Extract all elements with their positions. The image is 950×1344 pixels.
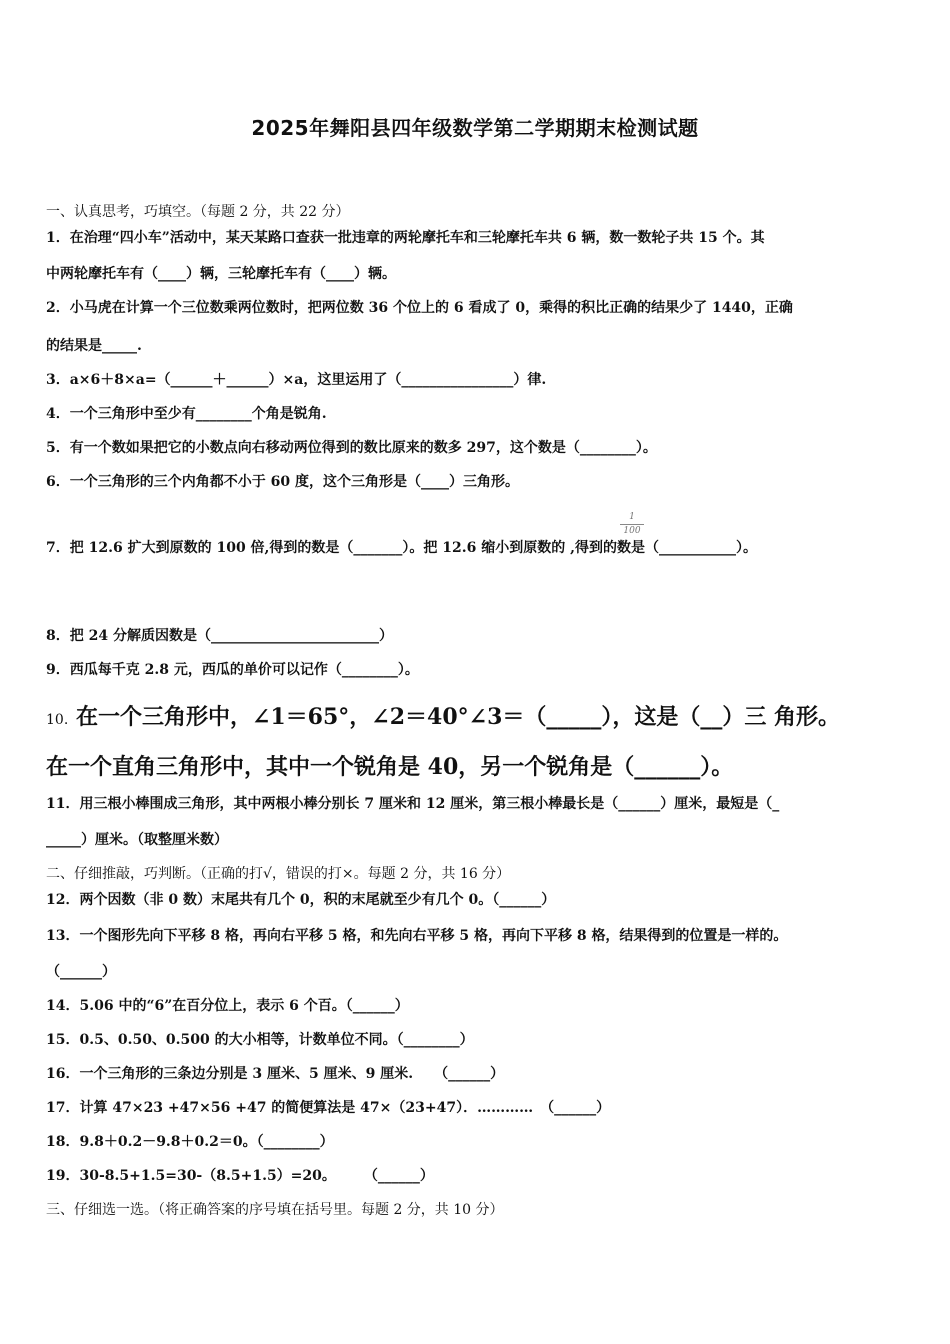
question-18: 18．9.8＋0.2－9.8＋0.2＝0。（________） xyxy=(46,1134,334,1150)
question-19: 19．30-8.5+1.5=30-（8.5+1.5）=20。 （______） xyxy=(46,1168,434,1184)
question-8: 8．把 24 分解质因数是（________________________） xyxy=(46,628,393,644)
section-1-heading: 一、认真思考，巧填空。（每题 2 分，共 22 分） xyxy=(46,204,350,220)
question-6: 6．一个三角形的三个内角都不小于 60 度，这个三角形是（____）三角形。 xyxy=(46,474,519,490)
question-1-line-2: 中两轮摩托车有（____）辆，三轮摩托车有（____）辆。 xyxy=(46,266,396,282)
question-1-line-1: 1．在治理“四小车”活动中，某天某路口查获一批违章的两轮摩托车和三轮摩托车共 6 辆，数一数轮子共 15 个。其 xyxy=(46,230,765,246)
fraction-numerator: 1 xyxy=(629,512,635,522)
page-title: 2025年舞阳县四年级数学第二学期期末检测试题 xyxy=(251,116,699,140)
question-7: 7．把 12.6 扩大到原数的 100 倍,得到的数是（_______）。把 12.6 缩小到原数的 ,得到的数是（___________）。 xyxy=(46,540,758,556)
question-9: 9．西瓜每千克 2.8 元，西瓜的单价可以记作（________）。 xyxy=(46,662,419,678)
question-11-line-1: 11．用三根小棒围成三角形，其中两根小棒分别长 7 厘米和 12 厘米，第三根小棒最长是（______）厘米，最短是（_ xyxy=(46,796,780,812)
question-11-line-2: _____）厘米。（取整厘米数） xyxy=(46,832,228,848)
section-2-heading: 二、仔细推敲，巧判断。（正确的打√，错误的打×。每题 2 分，共 16 分） xyxy=(46,866,511,882)
question-2-line-2: 的结果是_____. xyxy=(46,338,142,354)
question-12: 12．两个因数（非 0 数）末尾共有几个 0，积的末尾就至少有几个 0。（______） xyxy=(46,892,556,908)
question-10-line-2: 在一个直角三角形中，其中一个锐角是 40，另一个锐角是（______）。 xyxy=(46,754,734,780)
fraction-bar xyxy=(620,524,644,525)
question-5: 5．有一个数如果把它的小数点向右移动两位得到的数比原来的数多 297，这个数是（________）。 xyxy=(46,440,657,456)
section-3-heading: 三、仔细选一选。（将正确答案的序号填在括号里。每题 2 分，共 10 分） xyxy=(46,1202,504,1218)
question-3: 3．a×6＋8×a=（______＋______）×a，这里运用了（________________）律. xyxy=(46,372,547,388)
question-10-number: 10. xyxy=(46,712,69,728)
question-10-text: 在一个三角形中，∠1＝65°，∠2＝40°∠3＝（_____），这是（__）三 角形。 xyxy=(75,704,841,730)
question-13-line-1: 13．一个图形先向下平移 8 格，再向右平移 5 格，和先向右平移 5 格，再向下平移 8 格，结果得到的位置是一样的。 xyxy=(46,928,788,944)
question-13-line-2: （______） xyxy=(46,964,116,980)
question-17: 17．计算 47×23 +47×56 +47 的简便算法是 47×（23+47）．………… （______） xyxy=(46,1100,611,1116)
question-10-line-1 xyxy=(46,702,906,735)
question-14: 14．5.06 中的“6”在百分位上，表示 6 个百。（______） xyxy=(46,998,409,1014)
question-2-line-1: 2．小马虎在计算一个三位数乘两位数时，把两位数 36 个位上的 6 看成了 0，乘得的积比正确的结果少了 1440，正确 xyxy=(46,300,793,316)
fraction-one-hundredth xyxy=(620,512,644,537)
fraction-denominator: 100 xyxy=(623,526,641,536)
question-4: 4．一个三角形中至少有________个角是锐角. xyxy=(46,406,327,422)
question-15: 15．0.5、0.50、0.500 的大小相等，计数单位不同。（________） xyxy=(46,1032,474,1048)
question-16: 16．一个三角形的三条边分别是 3 厘米、5 厘米、9 厘米. （______） xyxy=(46,1066,505,1082)
